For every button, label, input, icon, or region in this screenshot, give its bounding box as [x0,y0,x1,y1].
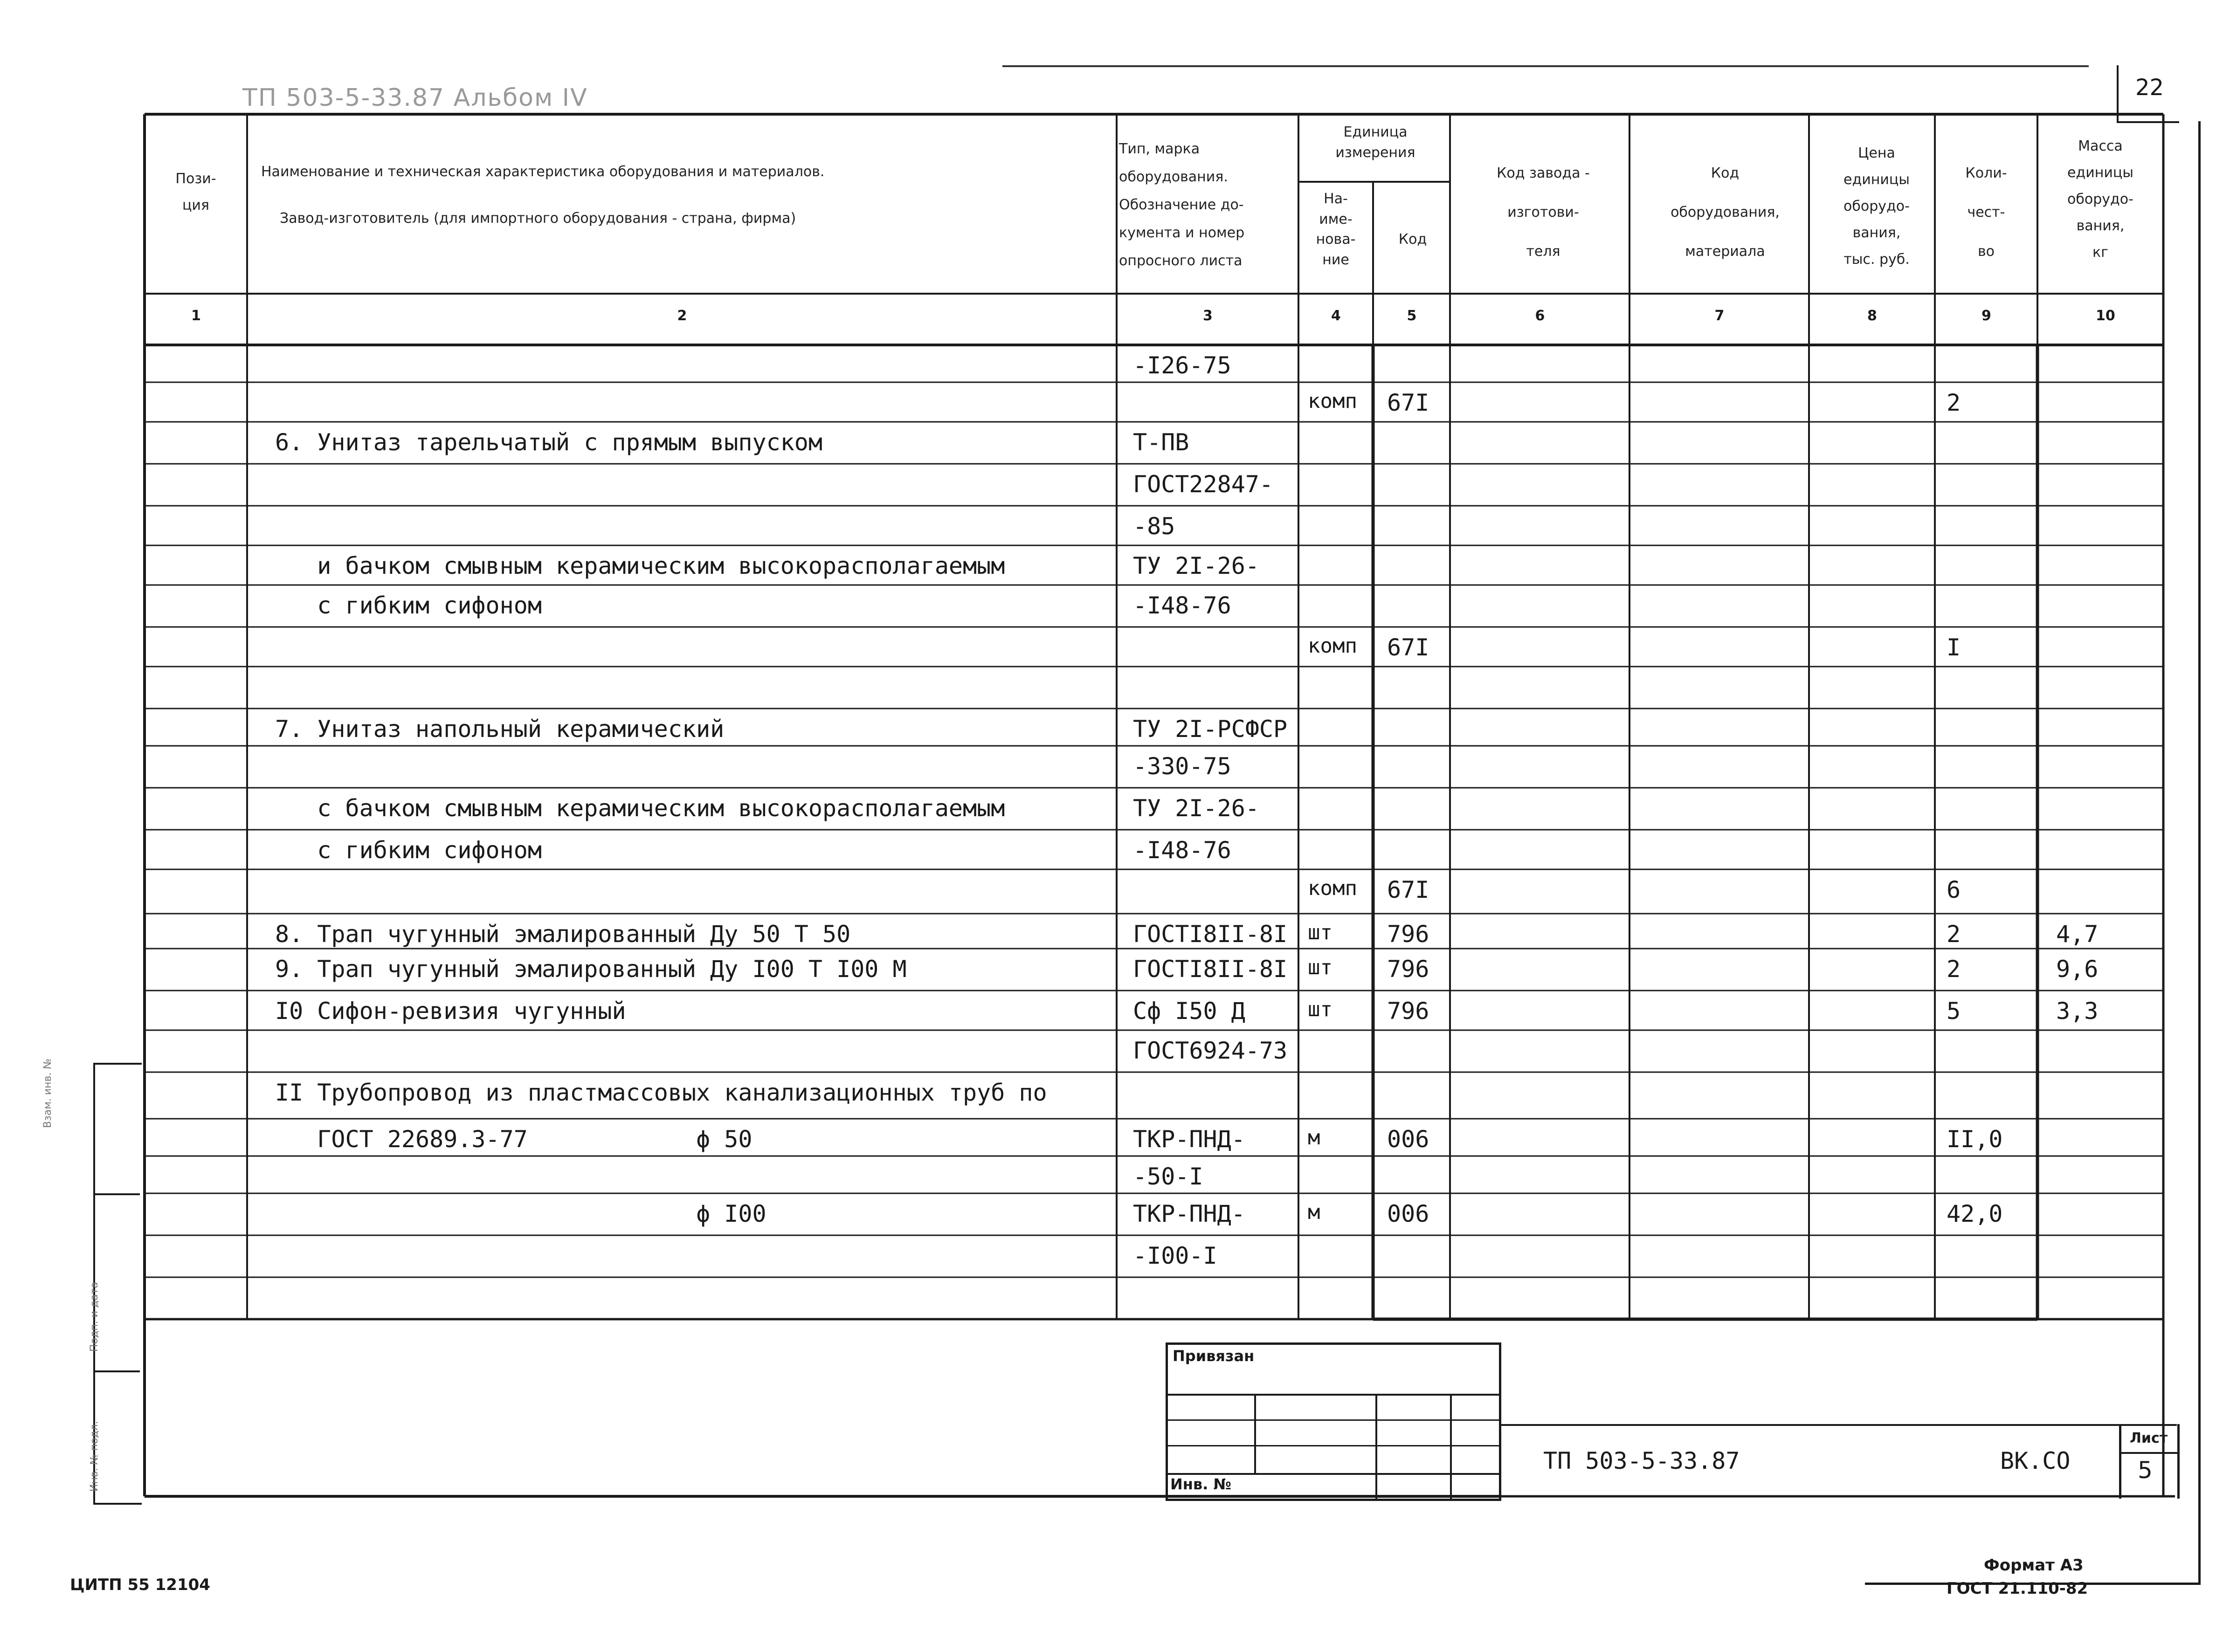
row-name: с бачком смывным керамическим высокорасполагаемым [275,795,1005,822]
header-unit-code: Код [1398,231,1427,248]
column-number: 6 [1535,308,1545,324]
row-name: ГОСТ 22689.3-77 ϕ 50 [275,1126,753,1153]
row-type: Сф I50 Д [1133,998,1245,1025]
row-type: Т-ПВ [1133,429,1189,456]
sheet-mark: ВК.СО [2000,1447,2071,1474]
row-type: -I26-75 [1133,352,1231,379]
header-factory-code: Код завода - изготови- теля [1497,165,1590,260]
inventory-label: Инв. № [1170,1475,1231,1493]
side-strip [93,1063,142,1505]
row-type: -50-I [1133,1163,1203,1190]
header-name-line1: Наименование и техническая характеристика оборудования и материалов. [261,164,825,180]
row-type: -I48-76 [1133,837,1231,864]
outer-frame-right [2198,121,2201,1585]
row-quantity: I [1947,634,1961,661]
row-name: ϕ I00 [275,1200,766,1227]
row-type: ТУ 2I-РСФСР [1133,716,1288,743]
row-unit: комп [1308,389,1357,413]
row-unit: комп [1308,876,1357,900]
page-number: 22 [2135,75,2164,101]
sheet-box-line [2119,1452,2177,1454]
row-code: 67I [1387,389,1429,416]
row-quantity: 6 [1947,876,1961,903]
row-quantity: 2 [1947,956,1961,983]
document-code: ТП 503-5-33.87 [1543,1447,1740,1474]
row-code: 006 [1387,1126,1429,1153]
row-type: -85 [1133,513,1175,540]
row-quantity: 42,0 [1947,1200,2003,1227]
row-type: -330-75 [1133,753,1231,780]
sheet-number: 5 [2138,1457,2153,1484]
row-mass: 3,3 [2056,998,2099,1025]
row-type: ТКР-ПНД- [1133,1126,1245,1153]
footer-gost: ГОСТ 21.110-82 [1947,1579,2088,1598]
footer-left: ЦИТП 55 12104 [70,1576,210,1594]
row-mass: 9,6 [2056,956,2099,983]
row-quantity: 2 [1947,921,1961,948]
row-name: 7. Унитаз напольный керамический [275,716,725,743]
row-code: 67I [1387,876,1429,903]
row-type: -I48-76 [1133,592,1231,619]
row-name: I0 Сифон-ревизия чугунный [275,998,626,1025]
row-code: 796 [1387,921,1429,948]
row-unit: шт [1308,921,1332,944]
row-code: 796 [1387,998,1429,1025]
binding-row-line [1166,1419,1499,1421]
sheet-label: Лист [2130,1430,2168,1446]
row-unit: м [1308,1200,1320,1224]
row-type: ГОСТ22847- [1133,471,1274,498]
row-type: ГОСТI8II-8I [1133,956,1288,983]
column-number: 10 [2096,308,2115,324]
binding-row-line [1166,1394,1499,1396]
binding-col-line [1254,1394,1256,1473]
row-type: ТКР-ПНД- [1133,1200,1245,1227]
row-quantity: 2 [1947,389,1961,416]
row-type: ГОСТ6924-73 [1133,1037,1288,1064]
column-number: 2 [677,308,687,324]
side-strip-line [93,1370,140,1372]
header-position: Пози- ция [175,171,216,213]
header-unit-group: Единица измерения [1335,124,1415,161]
row-code: 796 [1387,956,1429,983]
header-price: Цена единицы оборудо- вания, тыс. руб. [1843,145,1910,268]
row-unit: м [1308,1126,1320,1150]
row-type: ГОСТI8II-8I [1133,921,1288,948]
binding-col-line [1375,1394,1377,1499]
side-strip-line [93,1193,140,1195]
row-type: -I00-I [1133,1242,1217,1269]
row-code: 67I [1387,634,1429,661]
footer-format: Формат А3 [1984,1556,2084,1575]
column-number: 9 [1981,308,1991,324]
header-name-line2: Завод-изготовитель (для импортного оборудования - страна, фирма) [280,210,796,227]
row-unit: комп [1308,634,1357,658]
album-stamp: ТП 503-5-33.87 Альбом IV [242,84,588,112]
column-number: 7 [1714,308,1725,324]
side-strip-label: Взам. инв. № [42,1058,54,1128]
header-equipment-code: Код оборудования, материала [1671,165,1780,260]
row-unit: шт [1308,956,1332,979]
row-quantity: II,0 [1947,1126,2003,1153]
row-quantity: 5 [1947,998,1961,1025]
header-unit-name: На- име- нова- ние [1316,191,1356,268]
side-strip-label: Инв. № подл. [89,1421,100,1492]
column-number: 3 [1203,308,1213,324]
row-name: 9. Трап чугунный эмалированный Ду I00 Т I00 М [275,956,907,983]
side-strip-label: Подп. и дата [89,1282,100,1352]
binding-row-line [1166,1473,1499,1475]
row-name: 6. Унитаз тарельчатый с прямым выпуском [275,429,822,456]
row-name: и бачком смывным керамическим высокорасполагаемым [275,552,1005,579]
row-name: 8. Трап чугунный эмалированный Ду 50 Т 50 [275,921,851,948]
column-number: 5 [1407,308,1417,324]
binding-row-line [1166,1445,1499,1446]
row-name: с гибким сифоном [275,837,542,864]
row-name: с гибким сифоном [275,592,542,619]
column-number: 1 [191,308,201,324]
header-type: Тип, марка оборудования. Обозначение до- кумента и номер опросного листа [1119,141,1245,269]
row-name: II Трубопровод из пластмассовых канализационных труб по [275,1079,1047,1106]
row-unit: шт [1308,998,1332,1021]
column-number: 4 [1331,308,1341,324]
binding-label: Привязан [1173,1347,1255,1365]
row-mass: 4,7 [2056,921,2099,948]
column-number: 8 [1867,308,1877,324]
binding-col-line [1450,1394,1452,1499]
row-code: 006 [1387,1200,1429,1227]
header-quantity: Коли- чест- во [1965,165,2007,260]
row-type: ТУ 2I-26- [1133,795,1259,822]
row-type: ТУ 2I-26- [1133,552,1259,579]
header-mass: Масса единицы оборудо- вания, кг [2067,138,2133,261]
